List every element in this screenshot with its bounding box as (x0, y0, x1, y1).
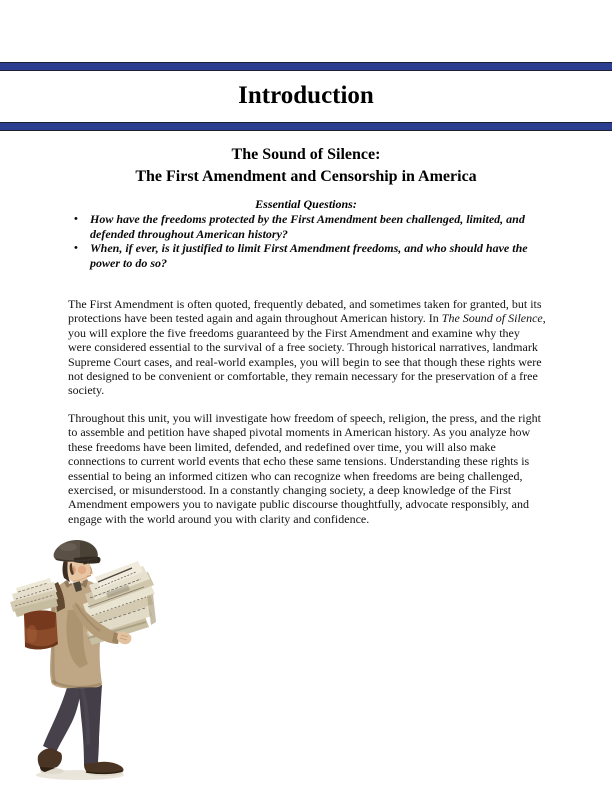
unit-title-line2: The First Amendment and Censorship in America (135, 168, 477, 185)
essential-questions-heading: Essential Questions: (255, 197, 357, 211)
top-accent-bar (0, 62, 612, 71)
unit-title-inline-italic: The Sound of Silence (441, 311, 543, 326)
intro-paragraph-1 (68, 297, 546, 398)
unit-title (0, 144, 612, 188)
paragraph-text: The First Amendment is often quoted, frequently debated, and sometimes taken for granted, but its protections have been tested again and again throughout American history. In (68, 297, 542, 326)
essential-question-item: • How have the freedoms protected by the First Amendment been challenged, limited, and defended throughout American history? (68, 212, 530, 241)
page-title: Introduction (238, 82, 374, 109)
intro-paragraph-2: Throughout this unit, you will investigate how freedom of speech, religion, the press, and the right to assemble and petition have shaped pivotal moments in American history. As you analyze how these freedoms have been limited, defended, and redefined over time, you will also make connections to current world events that echo these same tensions. Understanding these rights is essential to being an informed citizen who can recognize when freedoms are being challenged, exercised, or misunderstood. In a constantly changing society, a deep knowledge of the First Amendment empowers you to navigate public discourse thoughtfully, advocate responsibly, and engage with the world around you with clarity and confidence. (68, 411, 541, 526)
unit-title-line1: The Sound of Silence: (231, 146, 381, 163)
newsboy-illustration (10, 538, 160, 788)
middle-accent-bar (0, 122, 612, 131)
essential-question-item: • When, if ever, is it justified to limit First Amendment freedoms, and who should have the power to do so? (68, 241, 530, 270)
essential-questions-list (68, 212, 530, 270)
paragraph-text: , you will explore the five freedoms guaranteed by the First Amendment and examine why they were considered essential to the survival of a free society. Through historical narratives, landmark Supreme Court cases, and real-world examples, you will begin to see that though these rights were not designed to be convenient or comfortable, they remain necessary for the preservation of a free society. (68, 311, 546, 398)
